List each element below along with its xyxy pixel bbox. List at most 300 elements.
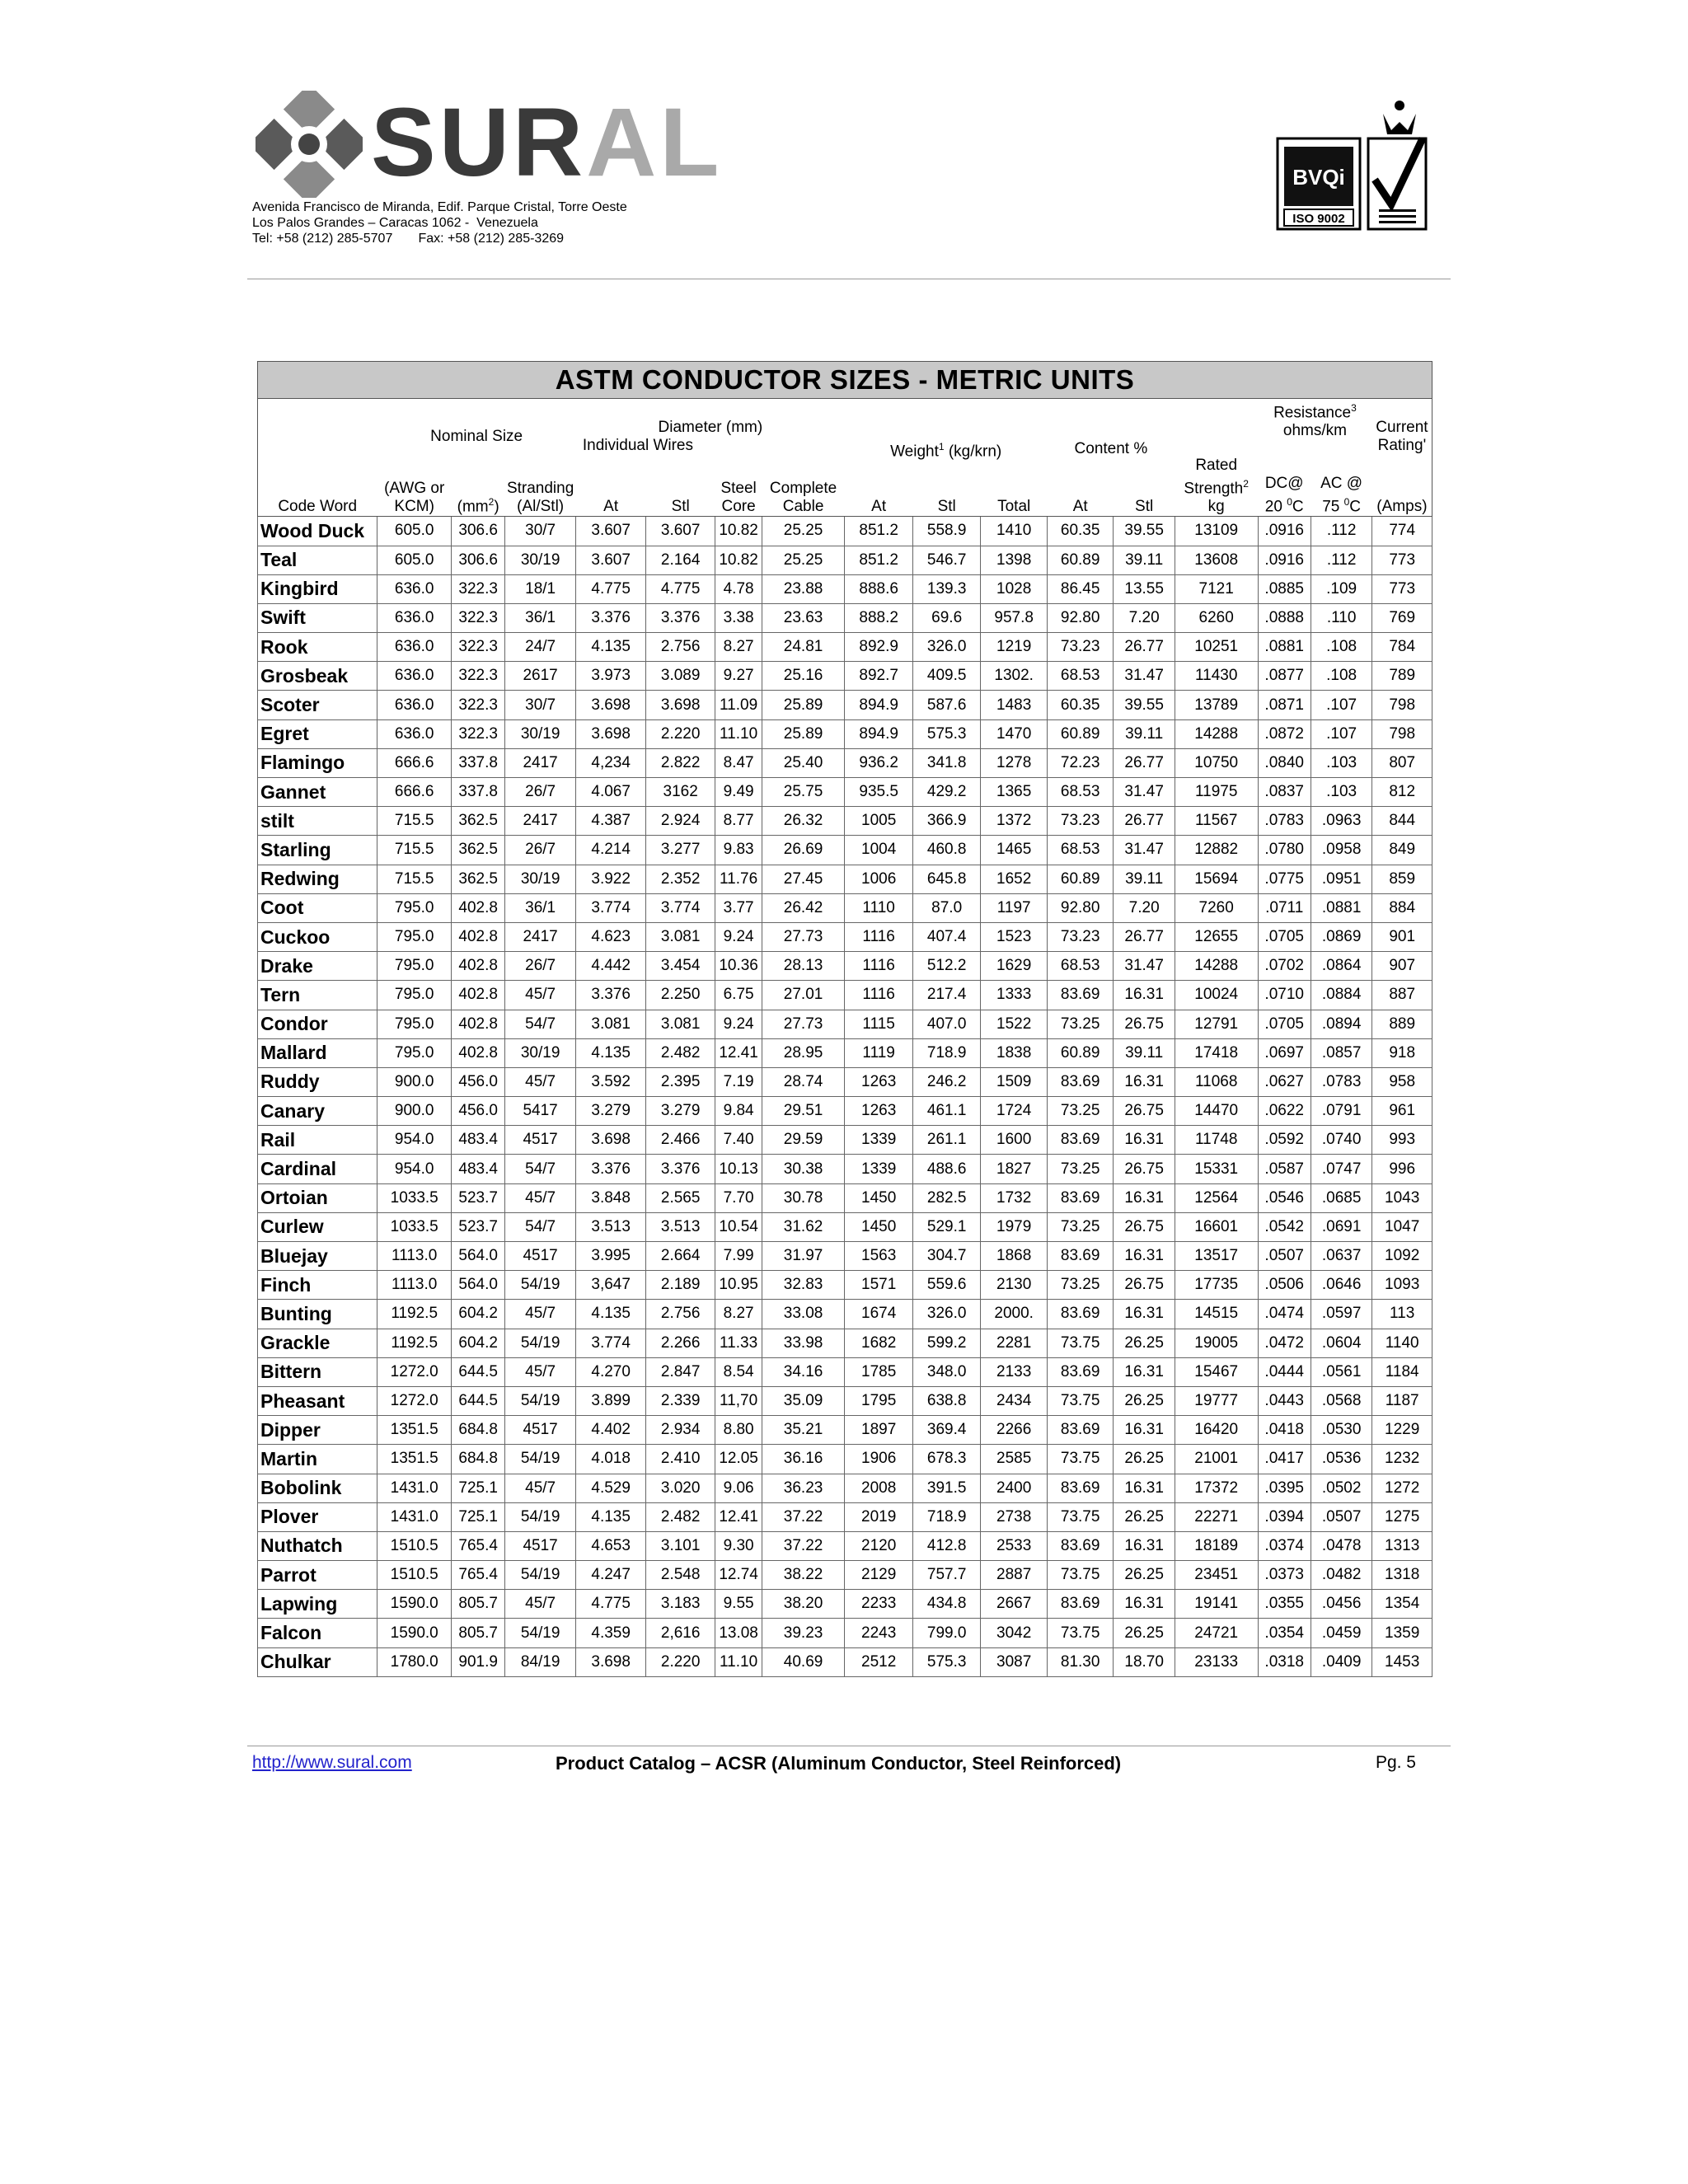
table-cell: 34.16 (762, 1357, 845, 1386)
table-cell: .109 (1311, 574, 1372, 603)
table-cell: 3.376 (576, 1155, 646, 1183)
table-cell: 488.6 (912, 1155, 981, 1183)
table-cell: .0587 (1258, 1155, 1311, 1183)
table-cell: .0963 (1311, 807, 1372, 836)
table-cell: 54/19 (504, 1619, 576, 1647)
table-cell: 84/19 (504, 1647, 576, 1676)
table-cell: 23.88 (762, 574, 845, 603)
table-cell: .0472 (1258, 1329, 1311, 1357)
table-cell: 3.376 (645, 1155, 715, 1183)
table-cell: 546.7 (912, 546, 981, 574)
table-cell: 1028 (981, 574, 1048, 603)
table-cell: 2533 (981, 1531, 1048, 1560)
table-cell: 2120 (845, 1531, 913, 1560)
table-cell: .0702 (1258, 952, 1311, 981)
table-cell: 4517 (504, 1531, 576, 1560)
website-link[interactable]: http://www.sural.com (252, 1753, 412, 1772)
table-cell: 27.45 (762, 865, 845, 893)
table-cell: 25.25 (762, 517, 845, 546)
table-cell: 12655 (1175, 922, 1258, 951)
table-cell: 26.75 (1114, 1010, 1175, 1038)
header-individual-wires: Individual Wires (582, 437, 693, 454)
table-cell: 73.75 (1047, 1502, 1114, 1531)
table-cell: 718.9 (912, 1038, 981, 1067)
table-cell: 16.31 (1114, 1357, 1175, 1386)
table-cell: 1398 (981, 546, 1048, 574)
table-cell: 4.135 (576, 1300, 646, 1329)
table-cell: 11748 (1175, 1126, 1258, 1155)
code-word-cell: Coot (258, 893, 377, 922)
table-cell: 3.376 (576, 981, 646, 1010)
header-content-stl: Stl (1114, 475, 1175, 517)
table-row (258, 691, 1432, 719)
table-cell: 805.7 (452, 1590, 504, 1619)
table-cell: 2.220 (645, 719, 715, 748)
table-cell: 1272.0 (377, 1386, 452, 1415)
table-row (258, 1474, 1432, 1502)
table-row (258, 517, 1432, 546)
table-cell: .0857 (1311, 1038, 1372, 1067)
table-cell: .0783 (1258, 807, 1311, 836)
table-cell: 362.5 (452, 865, 504, 893)
table-cell: 11068 (1175, 1067, 1258, 1096)
conductor-table-container (257, 361, 1432, 1677)
table-cell: 83.69 (1047, 1183, 1114, 1212)
table-cell: 14515 (1175, 1300, 1258, 1329)
table-row (258, 865, 1432, 893)
table-row (258, 1155, 1432, 1183)
table-cell: 894.9 (845, 719, 913, 748)
table-cell: 773 (1372, 574, 1432, 603)
code-word-cell: Rook (258, 633, 377, 662)
table-cell: 37.22 (762, 1502, 845, 1531)
table-cell: 1510.5 (377, 1561, 452, 1590)
table-cell: 2667 (981, 1590, 1048, 1619)
table-cell: .0409 (1311, 1647, 1372, 1676)
table-cell: 83.69 (1047, 1357, 1114, 1386)
table-cell: 851.2 (845, 517, 913, 546)
table-cell: 725.1 (452, 1502, 504, 1531)
table-cell: .0894 (1311, 1010, 1372, 1038)
table-cell: 3.698 (576, 691, 646, 719)
table-cell: 73.75 (1047, 1386, 1114, 1415)
table-row (258, 807, 1432, 836)
table-cell: 644.5 (452, 1357, 504, 1386)
table-cell: 1674 (845, 1300, 913, 1329)
table-cell: 12.41 (715, 1502, 762, 1531)
table-cell: 322.3 (452, 633, 504, 662)
table-cell: 3042 (981, 1619, 1048, 1647)
table-cell: 217.4 (912, 981, 981, 1010)
table-cell: .0627 (1258, 1067, 1311, 1096)
table-cell: 636.0 (377, 719, 452, 748)
table-cell: .0373 (1258, 1561, 1311, 1590)
table-row (258, 1416, 1432, 1445)
table-cell: 795.0 (377, 922, 452, 951)
table-cell: 31.97 (762, 1242, 845, 1271)
table-cell: 322.3 (452, 691, 504, 719)
table-cell: 1192.5 (377, 1329, 452, 1357)
table-cell: 17372 (1175, 1474, 1258, 1502)
table-cell: 391.5 (912, 1474, 981, 1502)
table-cell: 1197 (981, 893, 1048, 922)
table-cell: 40.69 (762, 1647, 845, 1676)
table-cell: 1450 (845, 1212, 913, 1241)
table-cell: 7.20 (1114, 893, 1175, 922)
table-cell: 2.664 (645, 1242, 715, 1271)
table-cell: 9.27 (715, 662, 762, 691)
table-cell: 769 (1372, 603, 1432, 632)
header-weight: Weight$^1$ (kg/krn) (890, 440, 1002, 461)
table-cell: 900.0 (377, 1097, 452, 1126)
table-cell: 23.63 (762, 603, 845, 632)
table-cell: 16.31 (1114, 1242, 1175, 1271)
table-cell: .103 (1311, 778, 1372, 807)
table-cell: 83.69 (1047, 1416, 1114, 1445)
header-amps: (Amps) (1372, 475, 1432, 517)
table-cell: 1571 (845, 1271, 913, 1300)
table-cell: 39.11 (1114, 1038, 1175, 1067)
table-cell: 31.62 (762, 1212, 845, 1241)
table-cell: 2.164 (645, 546, 715, 574)
table-cell: 86.45 (1047, 574, 1114, 603)
table-cell: .0958 (1311, 836, 1372, 865)
table-cell: 10.82 (715, 517, 762, 546)
table-cell: 773 (1372, 546, 1432, 574)
table-cell: 666.6 (377, 748, 452, 777)
table-cell: 26.69 (762, 836, 845, 865)
sural-logo-icon (256, 91, 363, 198)
table-cell: 587.6 (912, 691, 981, 719)
table-body (258, 517, 1432, 1677)
table-row (258, 1271, 1432, 1300)
table-cell: 1724 (981, 1097, 1048, 1126)
table-cell: 29.51 (762, 1097, 845, 1126)
code-word-cell: Ortoian (258, 1183, 377, 1212)
code-word-cell: Redwing (258, 865, 377, 893)
table-cell: 60.89 (1047, 1038, 1114, 1067)
table-cell: 789 (1372, 662, 1432, 691)
table-cell: 4.018 (576, 1445, 646, 1474)
table-cell: 38.22 (762, 1561, 845, 1590)
table-cell: 30/19 (504, 1038, 576, 1067)
table-cell: 1465 (981, 836, 1048, 865)
table-cell: 322.3 (452, 574, 504, 603)
table-cell: 799.0 (912, 1619, 981, 1647)
table-cell: 2434 (981, 1386, 1048, 1415)
table-cell: 9.49 (715, 778, 762, 807)
table-cell: 11975 (1175, 778, 1258, 807)
table-cell: .0507 (1258, 1242, 1311, 1271)
table-cell: .0775 (1258, 865, 1311, 893)
table-cell: .0530 (1311, 1416, 1372, 1445)
table-cell: 36/1 (504, 893, 576, 922)
table-cell: 402.8 (452, 1010, 504, 1038)
code-word-cell: Bunting (258, 1300, 377, 1329)
table-cell: 3.973 (576, 662, 646, 691)
table-cell: 1119 (845, 1038, 913, 1067)
table-cell: 2.756 (645, 1300, 715, 1329)
table-cell: .0780 (1258, 836, 1311, 865)
table-cell: 2.266 (645, 1329, 715, 1357)
header-weight-total: Total (981, 475, 1048, 517)
table-cell: 322.3 (452, 662, 504, 691)
table-cell: 1339 (845, 1155, 913, 1183)
table-cell: .0444 (1258, 1357, 1311, 1386)
table-cell: 684.8 (452, 1445, 504, 1474)
table-row (258, 981, 1432, 1010)
table-cell: 1365 (981, 778, 1048, 807)
table-cell: 26.25 (1114, 1502, 1175, 1531)
table-cell: 3.183 (645, 1590, 715, 1619)
table-cell: 2129 (845, 1561, 913, 1590)
table-cell: 461.1 (912, 1097, 981, 1126)
table-cell: 9.83 (715, 836, 762, 865)
table-cell: 784 (1372, 633, 1432, 662)
table-cell: 26.77 (1114, 633, 1175, 662)
table-cell: 1275 (1372, 1502, 1432, 1531)
table-cell: 8.27 (715, 1300, 762, 1329)
table-cell: .0697 (1258, 1038, 1311, 1067)
table-cell: 12.74 (715, 1561, 762, 1590)
table-cell: 1780.0 (377, 1647, 452, 1676)
table-cell: 1047 (1372, 1212, 1432, 1241)
table-cell: 60.35 (1047, 517, 1114, 546)
table-cell: 795.0 (377, 1010, 452, 1038)
table-cell: .0705 (1258, 922, 1311, 951)
code-word-cell: Martin (258, 1445, 377, 1474)
table-cell: 1629 (981, 952, 1048, 981)
code-word-cell: Rail (258, 1126, 377, 1155)
table-cell: 1116 (845, 981, 913, 1010)
table-cell: 2000. (981, 1300, 1048, 1329)
table-cell: 1510.5 (377, 1531, 452, 1560)
table-row (258, 662, 1432, 691)
conductor-sizes-table (257, 361, 1432, 1677)
table-cell: 35.09 (762, 1386, 845, 1415)
table-cell: 4.529 (576, 1474, 646, 1502)
table-cell: 2400 (981, 1474, 1048, 1502)
table-row (258, 1212, 1432, 1241)
table-cell: 17735 (1175, 1271, 1258, 1300)
table-cell: 757.7 (912, 1561, 981, 1590)
table-cell: 26.75 (1114, 1097, 1175, 1126)
contact-line: Tel: +58 (212) 285-5707 Fax: +58 (212) 285-3269 (252, 232, 565, 246)
table-cell: 3.279 (576, 1097, 646, 1126)
table-cell: 2.847 (645, 1357, 715, 1386)
table-cell: 25.75 (762, 778, 845, 807)
table-row (258, 778, 1432, 807)
table-cell: 1113.0 (377, 1271, 452, 1300)
table-cell: .0869 (1311, 922, 1372, 951)
table-cell: 28.74 (762, 1067, 845, 1096)
table-cell: 402.8 (452, 893, 504, 922)
header-stranding: Stranding (Al/Stl) (504, 475, 576, 517)
table-row (258, 1329, 1432, 1357)
table-cell: 1116 (845, 922, 913, 951)
table-cell: 456.0 (452, 1067, 504, 1096)
table-cell: 15694 (1175, 865, 1258, 893)
table-cell: 1523 (981, 922, 1048, 951)
table-cell: 2281 (981, 1329, 1048, 1357)
table-cell: 894.9 (845, 691, 913, 719)
table-cell: 282.5 (912, 1183, 981, 1212)
table-cell: 4.135 (576, 633, 646, 662)
code-word-cell: Flamingo (258, 748, 377, 777)
table-cell: .0443 (1258, 1386, 1311, 1415)
header-diameter (576, 399, 845, 475)
table-cell: 26.77 (1114, 748, 1175, 777)
table-cell: 1827 (981, 1155, 1048, 1183)
table-cell: 12882 (1175, 836, 1258, 865)
table-cell: 6.75 (715, 981, 762, 1010)
table-cell: 3.081 (645, 1010, 715, 1038)
table-row (258, 1502, 1432, 1531)
table-cell: 3.848 (576, 1183, 646, 1212)
table-cell: 1590.0 (377, 1619, 452, 1647)
table-cell: 26.25 (1114, 1386, 1175, 1415)
table-cell: 8.80 (715, 1416, 762, 1445)
table-cell: 16.31 (1114, 1126, 1175, 1155)
table-cell: 10251 (1175, 633, 1258, 662)
address-line: Avenida Francisco de Miranda, Edif. Parque Cristal, Torre Oeste (252, 200, 627, 214)
table-cell: 13109 (1175, 517, 1258, 546)
table-cell: 73.25 (1047, 1155, 1114, 1183)
table-cell: 1795 (845, 1386, 913, 1415)
table-cell: .0502 (1311, 1474, 1372, 1502)
table-cell: .0711 (1258, 893, 1311, 922)
table-cell: 3.774 (576, 1329, 646, 1357)
table-cell: 529.1 (912, 1212, 981, 1241)
table-cell: 87.0 (912, 893, 981, 922)
table-cell: 884 (1372, 893, 1432, 922)
table-cell: 1219 (981, 633, 1048, 662)
code-word-cell: Kingbird (258, 574, 377, 603)
table-cell: 11,70 (715, 1386, 762, 1415)
code-word-cell: Grosbeak (258, 662, 377, 691)
table-cell: 3.089 (645, 662, 715, 691)
page-number: Pg. 5 (1375, 1753, 1416, 1772)
table-cell: 4517 (504, 1126, 576, 1155)
header-awg: (AWG or KCM) (377, 475, 452, 517)
table-cell: 25.40 (762, 748, 845, 777)
code-word-cell: Nuthatch (258, 1531, 377, 1560)
table-cell: 16.31 (1114, 981, 1175, 1010)
table-cell: 2.548 (645, 1561, 715, 1590)
svg-text:BVQi: BVQi (1292, 165, 1345, 190)
table-cell: .0318 (1258, 1647, 1311, 1676)
table-cell: 7.19 (715, 1067, 762, 1096)
table-cell: 2.482 (645, 1502, 715, 1531)
table-cell: 2.822 (645, 748, 715, 777)
table-cell: 306.6 (452, 546, 504, 574)
table-cell: 337.8 (452, 748, 504, 777)
table-cell: 25.89 (762, 719, 845, 748)
table-cell: 4517 (504, 1242, 576, 1271)
company-address (252, 199, 627, 246)
table-cell: 889 (1372, 1010, 1432, 1038)
table-cell: 10.13 (715, 1155, 762, 1183)
table-cell: 402.8 (452, 922, 504, 951)
table-cell: 887 (1372, 981, 1432, 1010)
table-cell: 1116 (845, 952, 913, 981)
table-cell: 16.31 (1114, 1183, 1175, 1212)
table-cell: 26/7 (504, 778, 576, 807)
table-cell: 30/7 (504, 691, 576, 719)
table-cell: 16420 (1175, 1416, 1258, 1445)
table-cell: 26.75 (1114, 1212, 1175, 1241)
table-cell: 16.31 (1114, 1067, 1175, 1096)
table-cell: 45/7 (504, 981, 576, 1010)
table-cell: 54/7 (504, 1155, 576, 1183)
table-cell: 1785 (845, 1357, 913, 1386)
table-cell: 407.0 (912, 1010, 981, 1038)
table-cell: 139.3 (912, 574, 981, 603)
table-cell: 604.2 (452, 1300, 504, 1329)
table-cell: 605.0 (377, 546, 452, 574)
table-cell: 73.75 (1047, 1561, 1114, 1590)
table-cell: 2.339 (645, 1386, 715, 1415)
table-cell: 2.756 (645, 633, 715, 662)
table-cell: 888.6 (845, 574, 913, 603)
table-cell: 3.513 (576, 1212, 646, 1241)
table-cell: 3.376 (576, 603, 646, 632)
code-word-cell: Teal (258, 546, 377, 574)
table-cell: .0951 (1311, 865, 1372, 893)
table-cell: 2.189 (645, 1271, 715, 1300)
brand-logo-text: SURAL (371, 88, 723, 197)
code-word-cell: Scoter (258, 691, 377, 719)
table-cell: 1333 (981, 981, 1048, 1010)
table-cell: .0840 (1258, 748, 1311, 777)
table-cell: 2.466 (645, 1126, 715, 1155)
table-cell: 11.76 (715, 865, 762, 893)
table-cell: 304.7 (912, 1242, 981, 1271)
table-cell: 73.75 (1047, 1619, 1114, 1647)
table-cell: 1232 (1372, 1445, 1432, 1474)
code-word-cell: Ruddy (258, 1067, 377, 1096)
table-cell: .112 (1311, 546, 1372, 574)
table-row (258, 1561, 1432, 1590)
table-cell: 645.8 (912, 865, 981, 893)
table-cell: 7.20 (1114, 603, 1175, 632)
table-cell: 402.8 (452, 952, 504, 981)
table-cell: 23133 (1175, 1647, 1258, 1676)
code-word-cell: Curlew (258, 1212, 377, 1241)
table-row (258, 1590, 1432, 1619)
table-cell: 13517 (1175, 1242, 1258, 1271)
table-cell: 322.3 (452, 603, 504, 632)
table-cell: 25.89 (762, 691, 845, 719)
table-cell: 456.0 (452, 1097, 504, 1126)
table-cell: 1278 (981, 748, 1048, 777)
table-cell: 26.75 (1114, 1271, 1175, 1300)
table-cell: 9.24 (715, 1010, 762, 1038)
table-cell: 11.10 (715, 1647, 762, 1676)
table-cell: 1732 (981, 1183, 1048, 1212)
table-cell: 39.11 (1114, 865, 1175, 893)
table-cell: 14288 (1175, 952, 1258, 981)
table-cell: .0546 (1258, 1183, 1311, 1212)
table-cell: 10750 (1175, 748, 1258, 777)
table-row (258, 1357, 1432, 1386)
table-cell: 3.279 (645, 1097, 715, 1126)
table-cell: 1431.0 (377, 1502, 452, 1531)
table-cell: 341.8 (912, 748, 981, 777)
table-cell: 54/7 (504, 1010, 576, 1038)
code-word-cell: Canary (258, 1097, 377, 1126)
table-cell: 636.0 (377, 691, 452, 719)
